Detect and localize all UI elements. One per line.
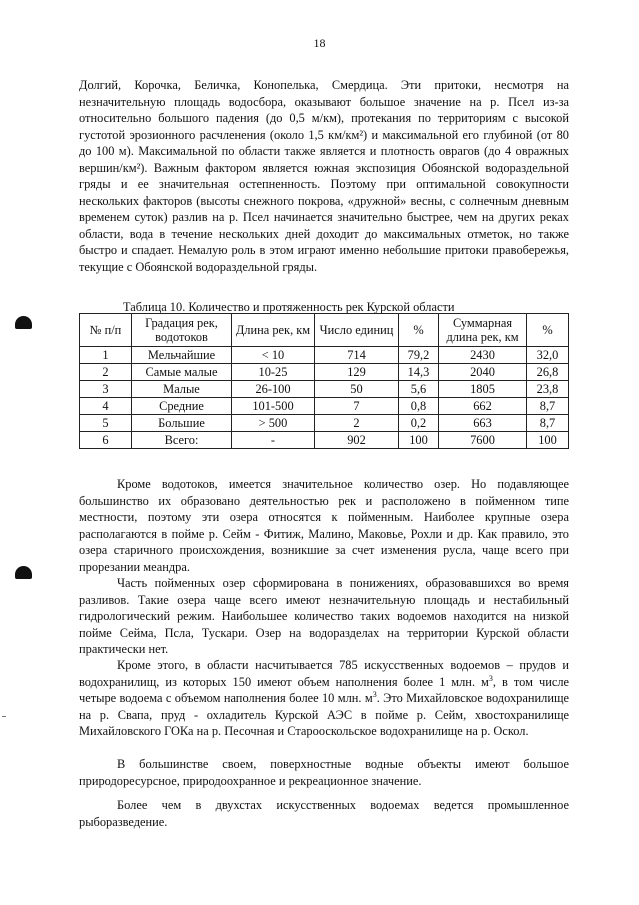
table-cell: 101-500	[232, 398, 315, 415]
table-cell: 4	[80, 398, 132, 415]
table-cell: 50	[315, 381, 399, 398]
table-cell: 714	[315, 347, 399, 364]
header-cell: Число единиц	[315, 314, 399, 347]
table-cell: 5	[80, 415, 132, 432]
table-cell: > 500	[232, 415, 315, 432]
paragraph-tributaries: Долгий, Корочка, Беличка, Конопелька, Смердица. Эти притоки, несмотря на незначительную площадь водосбора, оказывают большое значение на р. Псел из-за относительно большого падения (до 0,5 м/км), протекания по территориям с высокой густотой эрозионного расчленения (около 1,5 км/км²) и максимальной его глубиной (от 80 до 100 м). Максимальной по области также является и плотность оврагов (до 4 овражных вершин/км²). Важным фактором является южная экспозиция Обоянской водораздельной гряды и ее значительная остепненность. Поэтому при оптимальной совокупности нескольких факторов (высоты снежного покрова, «дружной» весны, с солнечным дневным временем суток) разлив на р. Псел начинается значительно быстрее, чем на других реках области, вода в течение нескольких дней доходит до максимальных отметок, но также быстро и спадает. Немалую роль в этом играют именно небольшие притоки правобережья, текущие с Обоянской водораздельной гряды.	[79, 78, 569, 274]
paragraph-lakes: Кроме водотоков, имеется значительное количество озер. Но подавляющее большинство их образовано деятельностью рек и расположено в пойменном типе местности, поэтому эти озера относятся к пойменным. Наиболее крупные озера располагаются в пойме р. Сейм - Фитиж, Малино, Маковье, Рохли и др. Как правило, это озера старичного происхождения, возникшие за счет изменения русла, чаще всего при прорезании меандра.	[79, 477, 569, 574]
paragraph-fish-farming: Более чем в двухстах искусственных водоемах ведется промышленное рыборазведение.	[79, 798, 569, 829]
table-cell: 8,7	[527, 398, 569, 415]
header-cell: № п/п	[80, 314, 132, 347]
table-cell: Средние	[132, 398, 232, 415]
rivers-table	[79, 313, 569, 449]
table-cell: 2	[315, 415, 399, 432]
table-cell: Всего:	[132, 432, 232, 449]
binder-hole-mark	[15, 316, 32, 329]
table-cell: -	[232, 432, 315, 449]
margin-mark	[2, 716, 6, 717]
table-cell: 902	[315, 432, 399, 449]
table-row	[80, 347, 569, 364]
table-cell: 6	[80, 432, 132, 449]
table-cell: 5,6	[399, 381, 439, 398]
paragraph-significance: В большинстве своем, поверхностные водные объекты имеют большое природоресурсное, природоохранное и рекреационное значение.	[79, 757, 569, 788]
table-cell: 100	[527, 432, 569, 449]
table-cell: < 10	[232, 347, 315, 364]
table-cell: 26,8	[527, 364, 569, 381]
table-cell: 14,3	[399, 364, 439, 381]
paragraph-floodplain-lakes: Часть пойменных озер сформирована в понижениях, образовавшихся во время разливов. Такие озера чаще всего имеют незначительную площадь и нестабильный гидрологический режим. Наибольшее количество таких водоемов находится на низкой пойме Сейма, Псла, Тускари. Озер на водоразделах на территории Курской области практически нет.	[79, 576, 569, 656]
table-cell: 7600	[439, 432, 527, 449]
table-cell: 662	[439, 398, 527, 415]
table-cell: 10-25	[232, 364, 315, 381]
table-cell: 0,2	[399, 415, 439, 432]
table-cell: 3	[80, 381, 132, 398]
table-cell: 1	[80, 347, 132, 364]
table-row	[80, 415, 569, 432]
paragraph-reservoirs: Кроме этого, в области насчитывается 785 искусственных водоемов – прудов и водохранилищ, из которых 150 имеют объем наполнения более 1 млн. $м^3$, в том числе четыре водоема с объемом наполнения более 10 млн. $м^3$. Это Михайловское водохранилище на р. Свапа, пруд - охладитель Курской АЭС в пойме р. Сейм, хвостохранилище Михайловского ГОКа на р. Песочная и Старооскольское водохранилище на р. Оскол.	[79, 658, 570, 738]
table-cell: 32,0	[527, 347, 569, 364]
table-cell: 8,7	[527, 415, 569, 432]
table-row	[80, 432, 569, 449]
table-cell: Самые малые	[132, 364, 232, 381]
table-cell: 23,8	[527, 381, 569, 398]
table-cell: Мельчайшие	[132, 347, 232, 364]
table-cell: 7	[315, 398, 399, 415]
table-row	[80, 398, 569, 415]
table-cell: 0,8	[399, 398, 439, 415]
table-cell: 26-100	[232, 381, 315, 398]
table-cell: Большие	[132, 415, 232, 432]
header-cell: Градация рек, водотоков	[132, 314, 232, 347]
table-cell: 1805	[439, 381, 527, 398]
table-caption: Таблица 10. Количество и протяженность рек Курской области	[123, 300, 455, 314]
table-row	[80, 364, 569, 381]
binder-hole-mark	[15, 566, 32, 579]
table-cell: 663	[439, 415, 527, 432]
header-cell: Длина рек, км	[232, 314, 315, 347]
table-header-row	[80, 314, 569, 347]
header-cell: %	[399, 314, 439, 347]
table-cell: 79,2	[399, 347, 439, 364]
table-cell: 100	[399, 432, 439, 449]
table-cell: 2	[80, 364, 132, 381]
table-cell: 129	[315, 364, 399, 381]
table-row	[80, 381, 569, 398]
header-cell: %	[527, 314, 569, 347]
header-cell: Суммарная длина рек, км	[439, 314, 527, 347]
table-cell: 2430	[439, 347, 527, 364]
table-cell: 2040	[439, 364, 527, 381]
page-number: 18	[313, 36, 326, 50]
table-cell: Малые	[132, 381, 232, 398]
